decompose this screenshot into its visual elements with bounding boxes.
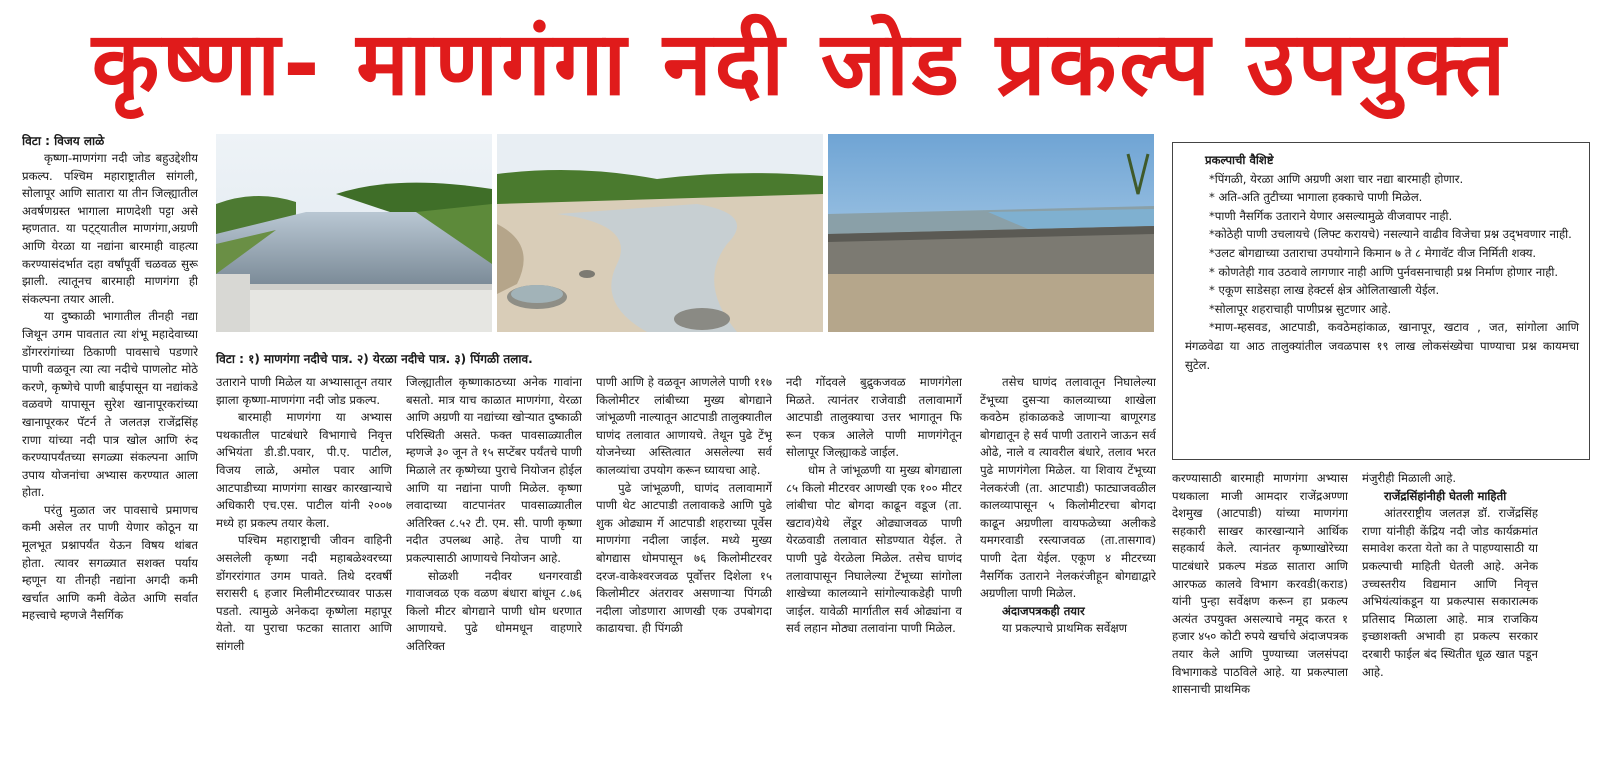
article-column-3 bbox=[406, 374, 582, 779]
photo-pingali-lake bbox=[828, 134, 1154, 332]
paragraph: मंजुरीही मिळाली आहे. bbox=[1362, 471, 1457, 485]
feature-item: *उलट बोगद्याच्या उताराचा उपयोगाने किमान ७ ते ८ मेगावॅट वीज निर्मिती शक्य. bbox=[1209, 245, 1537, 260]
feature-item: * एकूण साडेसहा लाख हेक्टर्स क्षेत्र ओलिताखाली येईल. bbox=[1209, 283, 1440, 298]
feature-item: *कोठेही पाणी उचलायचे (लिफ्ट करायचे) नसल्याने वाढीव विजेचा प्रश्न उद्‌भवणार नाही. bbox=[1209, 227, 1572, 242]
headline: कृष्णा- माणगंगा नदी जोड प्रकल्प उपयुक्त bbox=[91, 12, 1509, 115]
photo-caption: विटा : १) माणगंगा नदीचे पात्र. २) येरळा नदीचे पात्र. ३) पिंगळी तलाव. bbox=[216, 352, 533, 366]
paragraph: तसेच घाणंद तलावातून निघालेल्या टेंभूच्या दुसऱ्या कालव्याच्या शाखेला कवठेम हांकाळकडे जाणाऱ्या बाणूरगड बोगद्यातून हे सर्व पाणी उताराने जाऊन सर्व ओढे, नाले व त्यावरील बंधारे, तलाव भरत पुढे माणगंगेला मिळेल. या शिवाय टेंभूच्या नेलकरंजी (ता. आटपाडी) फाट्याजवळील कालव्यापासून ५ किलोमीटरचा बोगदा काढून अग्रणीला वायफळेच्या अलीकडे यमगरवाडी रस्त्याजवळ (ता.तासगाव) पाणी देता येईल. एकूण ४ मीटरच्या नैसर्गिक उताराने नेलकरंजीहून बोगद्याद्वारे अग्रणीला पाणी मिळेल. bbox=[980, 375, 1156, 601]
paragraph: या दुष्काळी भागातील तीनही नद्या जिथून उगम पावतात त्या शंभू महादेवाच्या डोंगररांगांच्या ठिकाणी पावसाचे पडणारे पाणी वळवून त्या त्या नदीचे पाणलोट मोठे करणे, कृष्णेचे पाणी बाईपासून या नद्यांकडे वळवणे यापासून सुरेश खानापूरकरांच्या खानापूरकर पॅटर्न ते जलतज्ञ राजेंद्रसिंह राणा यांच्या नदी पात्र खोल आणि रुंद करण्यापर्यंतच्या सगळ्या संकल्पना आणि उपाय योजनांचा अभ्यास करण्यात आला होता. bbox=[22, 309, 198, 500]
article-column-2 bbox=[216, 374, 392, 779]
paragraph: आंतरराष्ट्रीय जलतज्ञ डॉ. राजेंद्रसिंह राणा यांनीही केंद्रिय नदी जोड कार्यक्रमांत समावेश करता येतो का ते पाहण्यासाठी या प्रकल्पाची माहिती घेतली आहे. अनेक उच्चस्तरीय विद्यमान आणि निवृत्त अभियंत्यांकडून या प्रकल्पास सकारात्मक प्रतिसाद मिळाला आहे. मात्र राजकिय इच्छाशक्ती अभावी हा प्रकल्प सरकार दरबारी फाईल बंद स्थितीत धूळ खात पडून आहे. bbox=[1362, 506, 1538, 679]
subheading: अंदाजपत्रकही तयार bbox=[1002, 603, 1085, 618]
paragraph: नदी गोंदवले बुद्रुकजवळ माणगंगेला मिळते. त्यानंतर राजेवाडी तलावामार्गे आटपाडी तालुक्याचा उत्तर भागातून फि रून एकत्र आलेले पाणी माणगंगेतून सोलापूर जिल्ह्याकडे जाईल. bbox=[786, 375, 962, 460]
feature-item: *माण-म्हसवड, आटपाडी, कवठेमहांकाळ, खानापूर, खटाव , जत, सांगोला आणि मंगळवेढा या आठ तालुक्यांतील जवळपास १९ लाख लोकसंख्येचा पाण्याचा प्रश्न कायमचा सुटेल. bbox=[1185, 320, 1579, 372]
feature-item: * कोणतेही गाव उठवावे लागणार नाही आणि पुर्नवसनाचाही प्रश्न निर्माण होणार नाही. bbox=[1209, 264, 1559, 279]
article-column-7 bbox=[1172, 470, 1348, 779]
article-column-8 bbox=[1362, 470, 1538, 779]
paragraph: उताराने पाणी मिळेल या अभ्यासातून तयार झाला कृष्णा-माणगंगा नदी जोड प्रकल्प. bbox=[216, 375, 392, 407]
paragraph: पाणी आणि हे वळवून आणलेले पाणी ११७ किलोमीटर लांबीच्या मुख्य बोगद्याने जांभूळणी नाल्यातून आटपाडी तालुक्यातील घाणंद तलावात आणायचे. तेथून पुढे टेंभू योजनेच्या अस्तित्वात असलेल्या सर्व कालव्यांचा उपयोग करून घ्यायचा आहे. bbox=[596, 375, 772, 477]
feature-item: * अति-अति तुटीच्या भागाला हक्काचे पाणी मिळेल. bbox=[1209, 190, 1423, 205]
feature-item: *सोलापूर शहराचाही पाणीप्रश्न सुटणार आहे. bbox=[1209, 301, 1392, 316]
subheading: राजेंद्रसिंहांनीही घेतली माहिती bbox=[1384, 488, 1507, 503]
article-column-4 bbox=[596, 374, 772, 779]
box-title: प्रकल्पाची वैशिष्टे bbox=[1205, 153, 1274, 167]
article-column-6 bbox=[980, 374, 1156, 779]
paragraph: या प्रकल्पाचे प्राथमिक सर्वेक्षण bbox=[1002, 621, 1128, 636]
photo-yerla-river bbox=[497, 134, 823, 332]
article-column-5 bbox=[786, 374, 962, 779]
paragraph: परंतु मुळात जर पावसाचे प्रमाणच कमी असेल तर पाणी येणार कोठून या मूलभूत प्रश्नापर्यंत येऊन विषय थांबत होता. त्यावर सगळ्यात सशक्त पर्याय म्हणून या तीनही नद्यांना अगदी कमी खर्चात आणि कमी वेळेत आणि सर्वात महत्त्वाचे म्हणजे नैसर्गिक bbox=[22, 502, 198, 623]
paragraph: बारमाही माणगंगा या अभ्यास पथकातील पाटबंधारे विभागाचे निवृत्त अभियंता डी.डी.पवार, पी.ए. पाटील, विजय लाळे, अमोल पवार आणि आटपाडीच्या माणगंगा साखर कारखान्याचे अधिकारी एच.एस. पाटील यांनी २००७ मध्ये हा प्रकल्प तयार केला. bbox=[216, 410, 392, 530]
paragraph: जिल्ह्यातील कृष्णाकाठच्या अनेक गावांना बसतो. मात्र याच काळात माणगंगा, येरळा आणि अग्रणी या नद्यांच्या खोऱ्यात दुष्काळी परिस्थिती असते. फक्त पावसाळ्यातील म्हणजे ३० जून ते १५ सप्टेंबर पर्यंतचे पाणी मिळाले तर कृष्णेच्या पुराचे नियोजन होईल आणि या नद्यांना पाणी मिळेल. कृष्णा लवादाच्या वाटपानंतर पावसाळ्यातील अतिरिक्त ८.५२ टी. एम. सी. पाणी कृष्णा नदीत उपलब्ध आहे. तेच पाणी या प्रकल्पासाठी आणायचे नियोजन आहे. bbox=[406, 375, 582, 565]
feature-item: *पाणी नैसर्गिक उताराने येणार असल्यामुळे वीजवापर नाही. bbox=[1209, 208, 1453, 223]
project-features-box bbox=[1172, 142, 1590, 460]
paragraph: पुढे जांभूळणी, घाणंद तलावामार्गे पाणी थेट आटपाडी तलावाकडे आणि पुढे शुक ओढ्याम र्गे आटपाडी शहराच्या पूर्वेस माणगंगा नदीला जाईल. मध्ये मुख्य बोगद्यास धोमपासून ७६ किलोमीटरवर दरज-वाकेश्वरजवळ पूर्वोत्तर दिशेला १५ किलोमीटर अंतरावर असणाऱ्या पिंगळी नदीला जोडणारा आणखी एक उपबोगदा काढायचा. ही पिंगळी bbox=[596, 480, 772, 636]
paragraph: सोळशी नदीवर धनगरवाडी गावाजवळ एक वळण बंधारा बांधून ८.७६ किलो मीटर बोगद्याने पाणी धोम धरणात आणायचे. पुढे धोममधून वाहणारे अतिरिक्त bbox=[406, 568, 582, 653]
feature-item: *पिंगळी, येरळा आणि अग्रणी अशा चार नद्या बारमाही होणार. bbox=[1209, 171, 1464, 186]
paragraph: कृष्णा-माणगंगा नदी जोड बहुउद्देशीय प्रकल्प. पश्चिम महाराष्ट्रातील सांगली, सोलापूर आणि सातारा या तीन जिल्ह्यातील अवर्षणग्रस्त भागाला माणदेशी पट्टा असे म्हणतात. या पट्ट्यातील माणगंगा,अग्रणी आणि येरळा या नद्यांना बारमाही वाहत्या करण्यासंदर्भात दहा वर्षांपूर्वी चळवळ सुरू झाली. त्यातूनच बारमाही माणगंगा ही संकल्पना तयार आली. bbox=[22, 151, 198, 306]
paragraph: धोम ते जांभूळणी या मुख्य बोगद्याला ८५ किलो मीटरवर आणखी एक १०० मीटर लांबीचा पोट बोगदा काढून वडूज (ता. खटाव)येथे लेंडूर ओढ्याजवळ पाणी येरळवाडी तलावात सोडण्यात येईल. ते पाणी पुढे येरळेला मिळेल. तसेच घाणंद तलावापासून निघालेल्या टेंभूच्या सांगोला शाखेच्या कालव्याने सांगोल्याकडेही पाणी जाईल. यावेळी मार्गातील सर्व ओढ्यांना व सर्व लहान मोठ्या तलावांना पाणी मिळेल. bbox=[786, 462, 962, 636]
paragraph: करण्यासाठी बारमाही माणगंगा अभ्यास पथकाला माजी आमदार राजेंद्रअण्णा देशमुख (आटपाडी) यांच्या माणगंगा सहकारी साखर कारखान्याने आर्थिक सहकार्य केले. त्यानंतर कृष्णाखोरेच्या पाटबंधारे प्रकल्प मंडळ सातारा आणि आरफळ कालवे विभाग करवडी(कराड) यांनी पुन्हा सर्वेक्षण करून हा प्रकल्प अत्यंत उपयुक्त असल्याचे नमूद करत १ हजार ४५० कोटी रुपये खर्चाचे अंदाजपत्रक तयार केले आणि पुण्याच्या जलसंपदा विभागाकडे पाठविले आहे. या प्रकल्पाला शासनाची प्राथमिक bbox=[1172, 471, 1348, 697]
article-column-1 bbox=[22, 132, 198, 777]
photo-manganga-river bbox=[216, 134, 492, 332]
paragraph: पश्चिम महाराष्ट्राची जीवन वाहिनी असलेली कृष्णा नदी महाबळेश्वरच्या डोंगररांगात उगम पावते. तिथे दरवर्षी सरासरी ६ हजार मिलीमीटरच्यावर पाऊस पडतो. त्यामुळे अनेकदा कृष्णेला महापूर येतो. या पुराचा फटका सातारा आणि सांगली bbox=[216, 533, 392, 653]
byline: विटा : विजय लाळे bbox=[22, 134, 105, 148]
